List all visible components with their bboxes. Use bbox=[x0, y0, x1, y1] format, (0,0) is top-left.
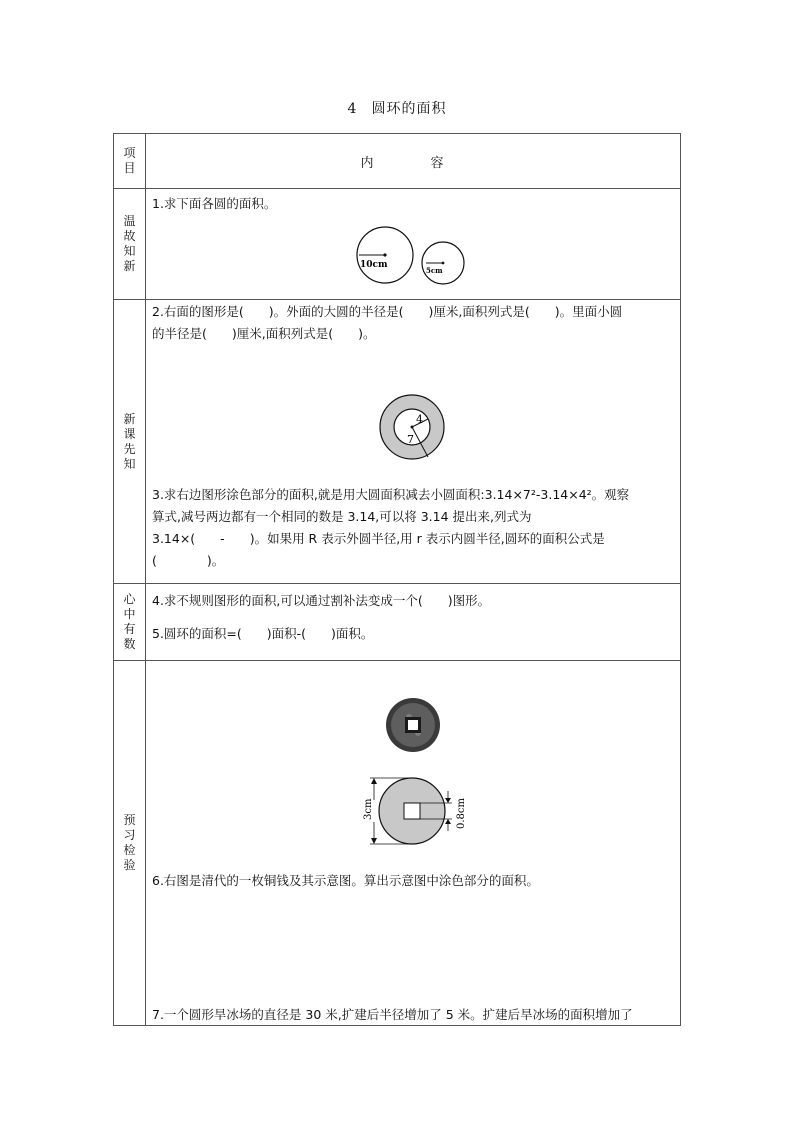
worksheet-table bbox=[113, 133, 681, 1026]
question-6: 6.右图是清代的一枚铜钱及其示意图。算出示意图中涂色部分的面积。 bbox=[152, 873, 539, 888]
hole-dim-label: 0.8cm bbox=[456, 798, 467, 829]
coin-diagram bbox=[356, 773, 486, 849]
big-radius-label: 10cm bbox=[360, 260, 388, 270]
header-item-label: 项目 bbox=[123, 146, 136, 175]
mind-label: 心中有数 bbox=[123, 592, 136, 651]
question-3-line-2: 算式,减号两边都有一个相同的数是 3.14,可以将 3.14 提出来,列式为 bbox=[152, 509, 532, 524]
question-5: 5.圆环的面积=( )面积-( )面积。 bbox=[152, 626, 374, 641]
preview-content-cell bbox=[146, 300, 681, 584]
review-label: 温故知新 bbox=[123, 214, 136, 273]
diameter-dim-label: 3cm bbox=[363, 798, 374, 820]
question-4: 4.求不规则图形的面积,可以通过割补法变成一个( )图形。 bbox=[152, 593, 491, 608]
header-content-label: 内 容 bbox=[360, 155, 466, 171]
ring-inner-label: 4 bbox=[416, 413, 423, 426]
review-content-cell bbox=[146, 189, 681, 300]
lesson-title: 圆环的面积 bbox=[371, 101, 447, 117]
ring-figure bbox=[378, 393, 448, 465]
mind-row bbox=[114, 584, 681, 661]
header-row bbox=[114, 134, 681, 189]
question-7: 7.一个圆形旱冰场的直径是 30 米,扩建后半径增加了 5 米。扩建后旱冰场的面积增加了 bbox=[152, 1007, 633, 1022]
question-2-line-2: 的半径是( )厘米,面积列式是( )。 bbox=[152, 326, 376, 341]
question-2-line-1: 2.右面的图形是( )。外面的大圆的半径是( )厘米,面积列式是( )。里面小圆 bbox=[152, 304, 623, 319]
question-3-line-1: 3.求右边图形涂色部分的面积,就是用大圆面积减去小圆面积:3.14×7²-3.14×4²。观察 bbox=[152, 487, 630, 502]
copper-coin-photo bbox=[383, 695, 443, 755]
mind-label-cell bbox=[114, 584, 146, 661]
header-content-cell bbox=[146, 134, 681, 189]
mind-content-cell bbox=[146, 584, 681, 661]
hole-dim-arrowhead-bottom bbox=[445, 819, 451, 824]
ring-outer-label: 7 bbox=[407, 433, 414, 446]
small-radius-label: 5cm bbox=[426, 266, 443, 275]
check-row bbox=[114, 661, 681, 1026]
header-item-cell bbox=[114, 134, 146, 189]
question-3-line-4: ( )。 bbox=[152, 553, 225, 568]
coin-diagram-hole bbox=[404, 803, 420, 819]
question-1: 1.求下面各圆的面积。 bbox=[152, 196, 277, 211]
hole-dim-arrowhead-top bbox=[445, 798, 451, 803]
check-content-cell bbox=[146, 661, 681, 1026]
small-center-dot bbox=[442, 262, 445, 265]
check-label: 预习检验 bbox=[123, 813, 136, 872]
preview-label: 新课先知 bbox=[123, 411, 136, 471]
two-circles-figure bbox=[356, 225, 466, 289]
diameter-arrowhead-top bbox=[371, 778, 377, 784]
preview-label-cell bbox=[114, 300, 146, 584]
lesson-number: 4 bbox=[347, 101, 358, 117]
check-label-cell bbox=[114, 661, 146, 1026]
coin-square-hole bbox=[408, 720, 418, 730]
review-label-cell bbox=[114, 189, 146, 300]
ring-center-dot bbox=[411, 426, 414, 429]
question-3-line-3: 3.14×( - )。如果用 R 表示外圆半径,用 r 表示内圆半径,圆环的面积公式是 bbox=[152, 531, 605, 546]
preview-row bbox=[114, 300, 681, 584]
review-row bbox=[114, 189, 681, 300]
page-title bbox=[0, 98, 794, 118]
big-center-dot bbox=[383, 253, 386, 256]
diameter-arrowhead-bottom bbox=[371, 838, 377, 844]
